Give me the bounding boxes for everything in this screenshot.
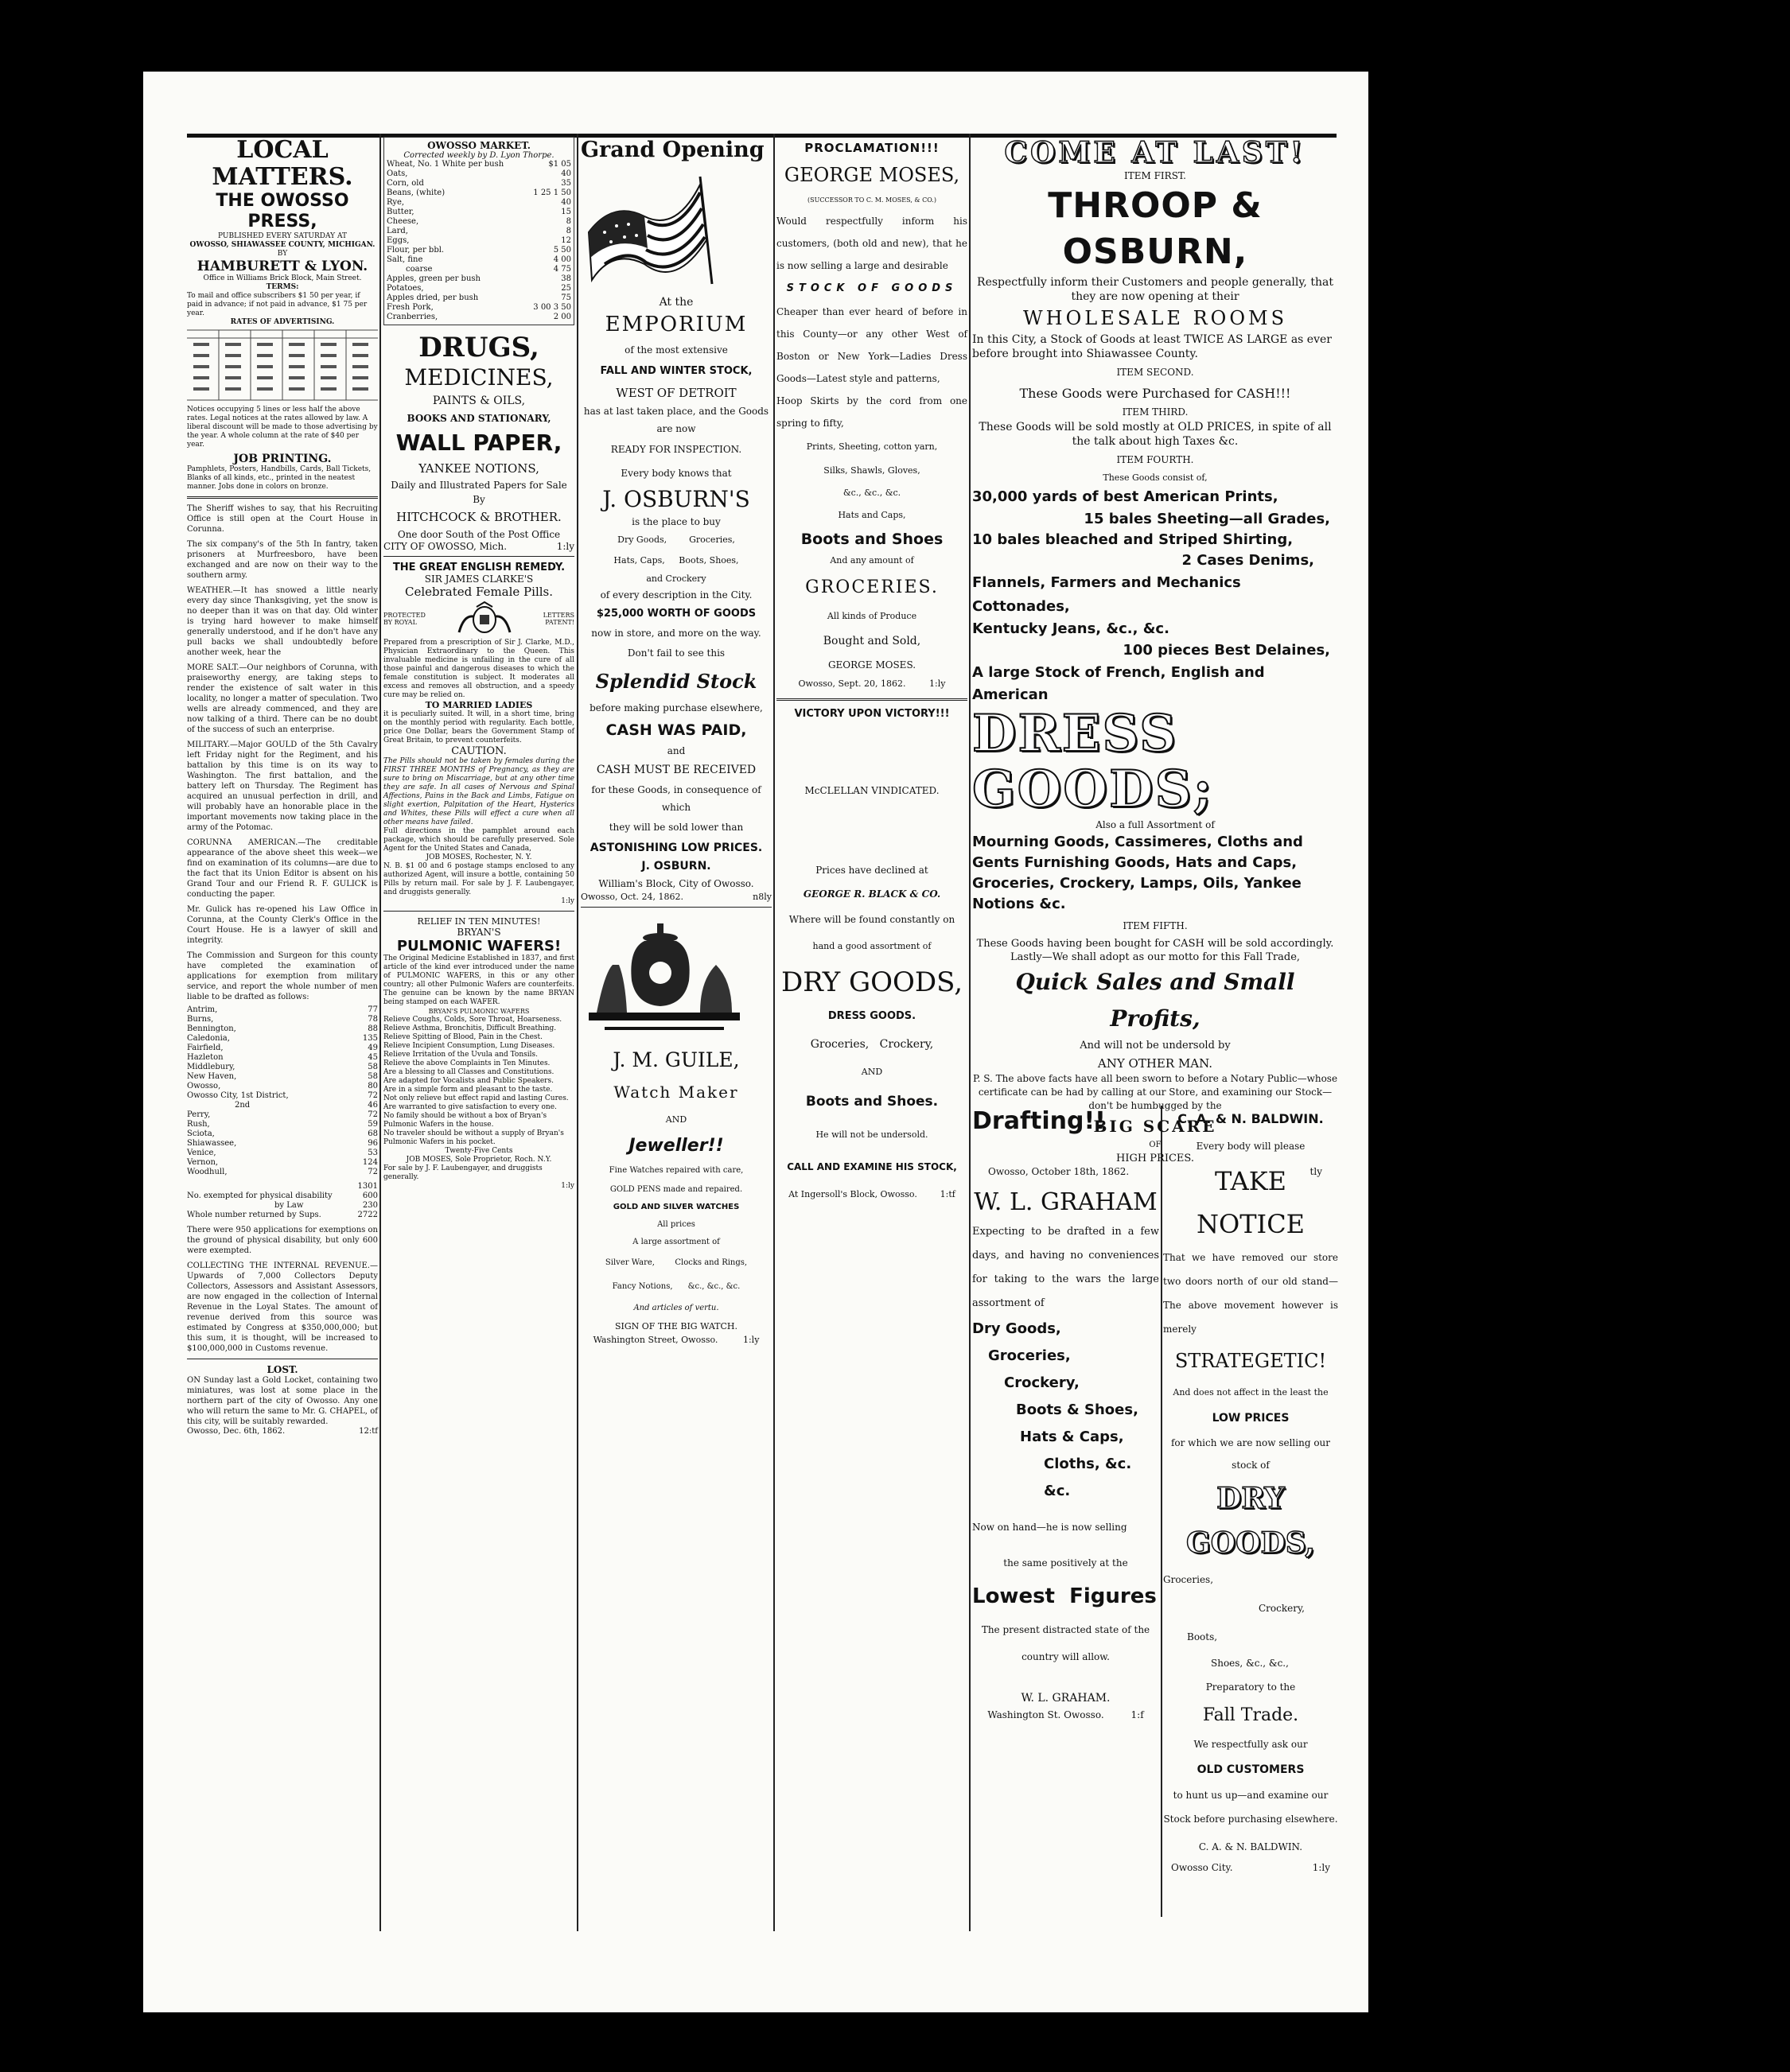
table-row: Rush, 59 [187, 1120, 378, 1129]
rates-heading: RATES OF ADVERTISING. [230, 318, 335, 326]
baldwin-text: That we have removed our store two doors north of our old stand—The above movement however is merely [1163, 1252, 1338, 1335]
drugs-heading: DRUGS, [418, 332, 539, 363]
wafers-item: Relieve Spitting of Blood, Pain in the Chest. [383, 1033, 543, 1041]
baldwin-text: for which we are now selling our stock of [1170, 1437, 1331, 1471]
table-row: Cheese, 8 [387, 217, 571, 226]
location-line: One door South of the Post Office [397, 529, 561, 540]
column-rule [1161, 1106, 1162, 1917]
throop-text: These Goods were Purchased for CASH!!! [1019, 386, 1291, 401]
black-text: Groceries, Crockery, [810, 1038, 934, 1051]
goods-line: Kentucky Jeans, &c., &c. [972, 620, 1169, 637]
flag-icon [581, 169, 740, 288]
guile-text: GOLD AND SILVER WATCHES [613, 1203, 740, 1211]
graham-goods: Dry Goods, [972, 1320, 1061, 1337]
by-line: BY [277, 250, 288, 258]
high-prices: HIGH PRICES. [1115, 1153, 1194, 1164]
guile-text: AND [665, 1114, 687, 1125]
osburn-name: J. OSBURN'S [602, 486, 750, 512]
paints-line: PAINTS & OILS, [432, 395, 526, 407]
goods-line: 2 Cases Denims, [1181, 552, 1314, 569]
moses-text: Hoop Skirts by the cord from one spring to fifty, [776, 395, 967, 429]
drafting-heading: Drafting!! [972, 1107, 1106, 1135]
call-and-examine: CALL AND EXAMINE HIS STOCK, [787, 1161, 957, 1172]
moses-successor: (SUCCESSOR TO C. M. MOSES, & CO.) [807, 196, 936, 204]
proclamation-heading: PROCLAMATION!!! [804, 141, 940, 155]
osburn-text: for these Goods, in consequence of which [591, 784, 761, 813]
dress-goods-line: DRESS GOODS. [827, 1010, 916, 1022]
table-row: No. exempted for physical disability 600 [187, 1191, 378, 1200]
local-item: MILITARY.—Major GOULD of the 5th Cavalry left Friday night for the Regiment, and his battalion by this time is on its way to Washington. The first battalion, and the battery left on Thursday. The Regiment has acquired an unusual perfection in drill, and will probably have an honorable place in the important movements now taking place in the army of the Potomac. [187, 741, 378, 832]
table-row: Eggs, 12 [387, 236, 571, 245]
table-row: Apples dried, per bush 75 [387, 294, 571, 302]
market-subheading: Corrected weekly by D. Lyon Thorpe. [403, 151, 555, 160]
moses-text: Would respectfully inform his customers, (both old and new), that he is now selling a large and desirable [776, 216, 967, 271]
graham-name: W. L. GRAHAM [974, 1188, 1158, 1216]
throop-text: P. S. The above facts have all been sworn to before a Notary Public—whose certificate can be had by calling at our Store, and examining our Stock—don't be humbugged by the [972, 1073, 1338, 1111]
watch-maker: Watch Maker [613, 1083, 739, 1102]
table-row: Caledonia, 135 [187, 1034, 378, 1043]
item-label: ITEM FOURTH. [1116, 454, 1194, 465]
lost-dateline: Owosso, Dec. 6th, 1862. 12:tf [187, 1427, 378, 1436]
table-row: Beans, (white) 1 25 1 50 [387, 189, 571, 197]
osburn-text: Every body knows that [621, 468, 732, 479]
wafers-item: Are in a simple form and pleasant to the taste. [383, 1086, 553, 1094]
job-printing-heading: JOB PRINTING. [233, 453, 332, 465]
local-item: CORUNNA AMERICAN.—The creditable appearance of the above sheet this week—we find on examination of its columns—are due to the fact that its Union Editor is absent on his Grand Tour and our Friend R. F. GULICK is conducting the paper. [187, 838, 378, 899]
mcclellan-vindicated: McCLELLAN VINDICATED. [804, 785, 940, 796]
osburn-goods: Hats, Caps, Boots, Shoes, [613, 555, 739, 566]
guile-text: Fine Watches repaired with care, [609, 1166, 744, 1175]
throop-text: And will not be undersold by [1080, 1040, 1231, 1052]
pills-sub: SIR JAMES CLARKE'S [424, 573, 534, 585]
moses-dateline: Owosso, Sept. 20, 1862. 1:ly [798, 678, 946, 689]
graham-goods: Boots & Shoes, [1016, 1401, 1138, 1418]
place-line: OWOSSO, SHIAWASSEE COUNTY, MICHIGAN. [189, 241, 376, 249]
baldwin-text: Every body will please [1196, 1141, 1306, 1152]
moses-text: &c., &c., &c. [842, 488, 901, 498]
table-row: Perry, 72 [187, 1110, 378, 1119]
divider [581, 907, 772, 908]
paper-name: THE OWOSSO PRESS, [216, 191, 349, 231]
graham-text: Now on hand—he is now selling [972, 1522, 1127, 1533]
baldwin-text: We respectfully ask our [1193, 1739, 1308, 1750]
table-row: Vernon, 124 [187, 1158, 378, 1167]
moses-signature: GEORGE MOSES. [827, 659, 916, 671]
goods-line: 10 bales bleached and Striped Shirting, [972, 531, 1294, 548]
table-row: Woodhull, 72 [187, 1168, 378, 1176]
table-row: Apples, green per bush 38 [387, 274, 571, 283]
market-heading: OWOSSO MARKET. [427, 140, 531, 151]
item-label: ITEM FIFTH. [1123, 920, 1188, 931]
wafers-item: Not only relieve but effect rapid and lasting Cures. [383, 1094, 569, 1102]
column-graham [972, 1106, 1159, 1917]
guile-name: J. M. GUILE, [613, 1048, 740, 1071]
advertising-notes: Notices occupying 5 lines or less half the above rates. Legal notices at the rates allowed by law. A liberal discount will be made to those advertising by the year. A whole column at the rate of $40 per year. [187, 406, 378, 449]
graham-goods: Groceries, [988, 1347, 1071, 1364]
moses-text: Prints, Sheeting, cotton yarn, [806, 441, 938, 452]
wafers-price: Twenty-Five Cents [445, 1147, 513, 1155]
lost-heading: LOST. [267, 1364, 298, 1375]
hitchcock-name: HITCHCOCK & BROTHER. [396, 510, 562, 524]
royal-arms-block: PROTECTED BY ROYAL LETTERS PATENT! [383, 599, 574, 639]
column-rule [773, 134, 775, 1931]
table-row: Owosso City, 1st District, 72 [187, 1091, 378, 1100]
moses-text: Hats and Caps, [838, 510, 906, 520]
table-row: Salt, fine 4 00 [387, 255, 571, 264]
wafers-sale: For sale by J. F. Laubengayer, and druggists generally. [383, 1164, 543, 1181]
osburn-address: William's Block, City of Owosso. [598, 878, 754, 889]
wafers-brand: BRYAN'S [457, 927, 501, 938]
osburn-text: READY FOR INSPECTION. [610, 444, 742, 455]
goods-line: 100 pieces Best Delaines, [1123, 642, 1330, 659]
cash-was-paid: CASH WAS PAID, [605, 721, 747, 739]
osburn-goods: and Crockery [646, 573, 706, 584]
osburn-text: of every description in the City. [600, 589, 753, 601]
wafers-item: Relieve the above Complaints in Ten Minutes. [383, 1059, 551, 1067]
pills-text: it is peculiarly suited. It will, in a short time, bring on the monthly period with regularity. Each bottle, price One Dollar, bears the Government Stamp of Great Britain, to prevent counterfeits. [383, 710, 574, 744]
table-row: Potatoes, 25 [387, 284, 571, 293]
take-notice-heading: TAKE NOTICE [1196, 1166, 1306, 1239]
wafers-item: Relieve Coughs, Colds, Sore Throat, Hoarseness. [383, 1016, 562, 1024]
baldwin-name: C. A. & N. BALDWIN. [1177, 1111, 1324, 1126]
baldwin-text: Groceries, [1163, 1574, 1214, 1585]
goods-line: 30,000 yards of best American Prints, [972, 488, 1278, 505]
guile-text: Fancy Notions, &c., &c., &c. [612, 1282, 741, 1291]
moses-text: And any amount of [830, 555, 914, 566]
books-line: BOOKS AND STATIONARY, [407, 413, 551, 424]
moses-text: All kinds of Produce [827, 611, 917, 621]
column-osburn [581, 137, 772, 1887]
office-line: Office in Williams Brick Block, Main Street. [203, 274, 362, 282]
wafers-item: Are a blessing to all Classes and Constitutions. [383, 1068, 555, 1076]
black-text: hand a good assortment of [812, 941, 932, 951]
wafers-relief: RELIEF IN TEN MINUTES! [417, 916, 541, 927]
local-item: There were 950 applications for exemptions on the ground of physical disability, but only 600 were exempted. [187, 1226, 378, 1255]
osburn-text: At the [659, 296, 694, 309]
dress-goods-heading: DRESS GOODS; [972, 704, 1214, 819]
table-row: Fairfield, 49 [187, 1044, 378, 1052]
baldwin-text: And does not affect in the least the [1173, 1387, 1329, 1398]
stock-of-goods: STOCK OF GOODS [786, 282, 958, 294]
osburn-text: before making purchase elsewhere, [590, 702, 763, 713]
local-item: COLLECTING THE INTERNAL REVENUE.—Upwards of 7,000 Collectors Deputy Collectors, Assessors and Assistant Assessors, are now engaged in the collection of Internal Revenue in the Loyal States. The amount of revenue derived from this source was estimated by Congress at $350,000,000; but this sum, it is thought, will be increased to $100,000,000 in Customs revenue. [187, 1261, 378, 1353]
graham-goods: Crockery, [1004, 1374, 1080, 1391]
black-text: Prices have declined at [815, 865, 928, 876]
pills-mark: 1:ly [561, 897, 574, 905]
old-customers: OLD CUSTOMERS [1197, 1763, 1305, 1776]
guile-text: Silver Ware, Clocks and Rings, [605, 1258, 748, 1267]
osburn-signature: J. OSBURN. [641, 860, 711, 873]
throop-text: OF [1149, 1141, 1162, 1149]
divider [383, 556, 574, 557]
grand-opening-heading: Grand Opening [581, 138, 765, 162]
goods-line: A large Stock of French, English and American [972, 664, 1265, 703]
moses-text: Silks, Shawls, Gloves, [823, 465, 920, 476]
osburn-text: has at last taken place, and the Goods are now [583, 406, 769, 434]
moses-text: Cheaper than ever heard of before in this County—or any other West of Boston or New York—Ladies Dress Goods—Latest style and patterns, [776, 306, 967, 384]
graham-text: Expecting to be drafted in a few days, and having no conveniences for taking to the wars the large assortment of [972, 1226, 1159, 1309]
throop-text: These Goods consist of, [1103, 472, 1208, 483]
royal-arms-icon [453, 601, 516, 637]
guile-text: A large assortment of [632, 1238, 720, 1246]
splendid-stock: Splendid Stock [595, 670, 757, 693]
wafers-agent: JOB MOSES, Sole Proprietor, Roch. N.Y. [406, 1156, 552, 1164]
table-row: Butter, 15 [387, 208, 571, 216]
caution-heading: CAUTION. [451, 745, 507, 757]
wafers-item: Relieve Asthma, Bronchitis, Difficult Breathing. [383, 1024, 557, 1032]
pills-text: Full directions in the pamphlet around each package, which should be carefully preserved. Sole Agent for the United States and Canada, [383, 827, 574, 853]
graham-address: Washington St. Owosso. 1:f [987, 1709, 1144, 1720]
throop-text: These Goods will be sold mostly at OLD PRICES, in spite of all the talk about high Taxes &c. [979, 421, 1332, 448]
table-row: Rye, 40 [387, 198, 571, 207]
guile-text: SIGN OF THE BIG WATCH. [614, 1321, 738, 1331]
moses-name: GEORGE MOSES, [784, 164, 960, 186]
job-printing-text: Pamphlets, Posters, Handbills, Cards, Ball Tickets, Blanks of all kinds, etc., printed in the neatest manner. Jobs done in colors on bronze. [187, 465, 372, 491]
table-row: Lard, 8 [387, 227, 571, 235]
table-row: Cranberries, 2 00 [387, 313, 571, 321]
goods-line: Flannels, Farmers and Mechanics Cottonades, [972, 574, 1241, 615]
throop-text: In this City, a Stock of Goods at least TWICE AS LARGE as ever before brought into Shiawassee County. [972, 333, 1332, 360]
black-text: He will not be undersold. [815, 1129, 928, 1140]
table-row: Middlebury, 58 [187, 1063, 378, 1071]
market-box [383, 137, 574, 325]
come-at-last-heading: COME AT LAST! [1004, 136, 1306, 169]
silverware-illustration [581, 917, 748, 1036]
victory-heading: VICTORY UPON VICTORY!!! [794, 708, 950, 720]
guile-text: GOLD PENS made and repaired. [609, 1185, 743, 1194]
married-ladies-heading: TO MARRIED LADIES [425, 700, 533, 710]
emporium-heading: EMPORIUM [605, 313, 748, 336]
local-item: The Commission and Surgeon for this county have completed the examination of applications for exemption from military service, and report the whole number of men liable to be drafted as follows: [187, 951, 378, 1001]
wafers-mark: 1:ly [561, 1182, 574, 1190]
pills-text: N. B. $1 00 and 6 postage stamps enclosed to any authorized Agent, will insure a bottle, containing 50 Pills by return mail. For sale by J. F. Laubengayer, and druggists generally. [383, 862, 574, 896]
baldwin-text: Boots, [1187, 1631, 1218, 1642]
wall-paper-heading: WALL PAPER, [395, 430, 562, 456]
baldwin-text: to hunt us up—and examine our Stock before purchasing elsewhere. [1163, 1790, 1338, 1825]
table-row: Burns, 78 [187, 1015, 378, 1024]
pills-text: The Pills should not be taken by females during the FIRST THREE MONTHS of Pregnancy, as they are sure to bring on Miscarriage, but at any other time they are safe. In all cases of Nervous and Spinal Affections, Pains in the Back and Limbs, Fatigue on slight exertion, Palpitation of the Heart, Hysterics and Whites, these Pills will effect a cure when all other means have failed. [383, 757, 574, 826]
wafers-title: PULMONIC WAFERS! [396, 938, 562, 954]
published-line: PUBLISHED EVERY SATURDAY AT [218, 232, 347, 240]
local-item: WEATHER.—It has snowed a little nearly every day since Thanksgiving, yet the snow is no deeper than it was on that day. Old winter is trying hard however to make himself generally understood, and if he don't have any pull backs we shall undoubtedly before another week, hear the [187, 586, 378, 657]
table-row: Antrim, 77 [187, 1005, 378, 1014]
guile-text: And articles of vertu. [633, 1304, 719, 1312]
osburn-text: Don't fail to see this [627, 647, 726, 659]
baldwin-text: Preparatory to the [1205, 1681, 1296, 1693]
local-item: The Sheriff wishes to say, that his Recruiting Office is still open at the Court House in Corunna. [187, 504, 378, 534]
dry-goods-baldwin: DRY GOODS, [1186, 1482, 1315, 1560]
black-address: At Ingersoll's Block, Owosso. 1:tf [788, 1189, 955, 1199]
black-text: AND [861, 1067, 883, 1077]
item-label: ITEM SECOND. [1116, 367, 1194, 378]
table-row: Hazleton 45 [187, 1053, 378, 1062]
terms-text: To mail and office subscribers $1 50 per year, if paid in advance; if not paid in advance, $1 75 per year. [187, 292, 368, 317]
table-row: Venice, 53 [187, 1149, 378, 1157]
guile-address: Washington Street, Owosso. 1:ly [593, 1335, 760, 1345]
item-label: ITEM FIRST. [1124, 170, 1186, 181]
column-local-matters [187, 137, 378, 1942]
table-row: by Law 230 [274, 1201, 378, 1210]
baldwin-text: Shoes, &c., &c., [1211, 1658, 1289, 1669]
throop-text: Also a full Assortment of [1095, 819, 1215, 830]
wafers-text: No traveler should be without a supply of Bryan's Pulmonic Wafers in his pocket. [383, 1129, 564, 1146]
table-row: Whole number returned by Sups. 2722 [187, 1211, 378, 1219]
divider [187, 496, 378, 499]
draft-table [187, 1005, 378, 1220]
osburn-text: now in store, and more on the way. [591, 628, 761, 639]
throop-osburn-name: THROOP & OSBURN, [1048, 185, 1263, 272]
lost-text: ON Sunday last a Gold Locket, containing two miniatures, was lost at some place in the northern part of the city of Owosso. Any one who will return the same to Mr. G. CHAPEL, of this city, will be suitably rewarded. [187, 1376, 378, 1426]
wafers-item: Are adapted for Vocalists and Public Speakers. [383, 1077, 554, 1085]
column-market-drugs [383, 137, 574, 1895]
baldwin-text: Crockery, [1259, 1603, 1305, 1614]
dry-goods-heading: DRY GOODS, [780, 966, 963, 998]
divider [383, 911, 574, 912]
papers-line: Daily and Illustrated Papers for Sale By [391, 480, 567, 505]
guile-text: All prices [657, 1220, 695, 1229]
moses-text: Bought and Sold, [823, 635, 921, 647]
black-name: GEORGE R. BLACK & CO. [803, 888, 941, 900]
wafers-item: Relieve Incipient Consumption, Lung Diseases. [383, 1042, 555, 1050]
local-item: Mr. Gulick has re-opened his Law Office in Corunna, at the County Clerk's Office in the Court House. He is a lawyer of skill and integrity. [187, 905, 378, 945]
fall-winter-stock: FALL AND WINTER STOCK, [600, 365, 753, 377]
medicines-heading: MEDICINES, [404, 364, 554, 391]
osburn-text: and [667, 745, 686, 756]
table-row: coarse 4 75 [406, 265, 571, 274]
throop-text: These Goods having been bought for CASH will be sold accordingly. Lastly—We shall adopt as our motto for this Fall Trade, [976, 938, 1334, 963]
pills-title: Celebrated Female Pills. [404, 585, 554, 599]
astonishing-low-prices: ASTONISHING LOW PRICES. [590, 842, 763, 854]
fall-trade-heading: Fall Trade. [1202, 1705, 1299, 1725]
boots-and-shoes-black: Boots and Shoes. [805, 1094, 939, 1110]
table-row: Shiawassee, 96 [187, 1139, 378, 1148]
yankee-notions-line: YANKEE NOTIONS, [418, 461, 539, 476]
big-scare: BIG SCARE [1093, 1117, 1217, 1136]
table-row: New Haven, 58 [187, 1072, 378, 1081]
low-prices: LOW PRICES [1212, 1412, 1290, 1425]
wafers-intro: The Original Medicine Established in 1837, and first article of the kind ever introduced under the name of PULMONIC WAFERS, in this or any other country; all other Pulmonic Wafers are counterfeits. The genuine can be known by the name BRYAN being stamped on each WAFER. [383, 954, 574, 1006]
osburn-dateline: Owosso, Oct. 24, 1862. n8ly [581, 892, 772, 902]
rates-table-graphic [187, 327, 378, 402]
terms-heading: TERMS: [266, 283, 299, 291]
table-row: Flour, per bbl. 5 50 [387, 246, 571, 255]
throop-text: ANY OTHER MAN. [1097, 1056, 1213, 1071]
graham-goods: Cloths, &c. &c. [1044, 1456, 1132, 1499]
wafers-item: Are warranted to give satisfaction to every one. [383, 1103, 557, 1111]
wafers-item-head: BRYAN'S PULMONIC WAFERS [428, 1008, 530, 1015]
cash-must-be-received: CASH MUST BE RECEIVED [596, 764, 757, 776]
pills-heading: THE GREAT ENGLISH REMEDY. [392, 562, 566, 573]
osburn-goods: Dry Goods, Groceries, [617, 535, 735, 545]
graham-goods: Hats & Caps, [1020, 1429, 1124, 1445]
strategetic-heading: STRATEGETIC! [1174, 1350, 1327, 1372]
table-row: 1301 [357, 1182, 378, 1191]
baldwin-dateline: Owosso City. 1:ly [1171, 1862, 1330, 1873]
pills-text: Prepared from a prescription of Sir J. Clarke, M.D., Physician Extraordinary to the Queen. This invaluable medicine is unfailing in the cure of all those painful and dangerous diseases to which the female constitution is subject. It moderates all excess and removes all obstruction, and a speedy cure may be relied on. [383, 639, 574, 699]
table-row: Fresh Pork, 3 00 3 50 [387, 303, 571, 312]
quick-sales-motto: Quick Sales and Small Profits, [1015, 969, 1295, 1032]
graham-text: The present distracted state of the country will allow. [981, 1624, 1150, 1662]
wafers-text: No family should be without a box of Bryan's Pulmonic Wafers in the house. [383, 1112, 547, 1129]
wafers-item: Relieve Irritation of the Uvula and Tonsils. [383, 1051, 538, 1059]
west-of-detroit: WEST OF DETROIT [616, 386, 737, 400]
wholesale-rooms: WHOLESALE ROOMS [1022, 307, 1288, 329]
worth-of-goods: $25,000 WORTH OF GOODS [596, 608, 757, 620]
local-item: MORE SALT.—Our neighbors of Corunna, with praiseworthy energy, are taking steps to render the existence of salt water in this locality, no longer a matter of speculation. Two wells are already commenced, and they are now talking of a third. There can be no doubt of the success of such an enterprise. [187, 663, 378, 734]
jeweller-heading: Jeweller!! [628, 1136, 724, 1156]
local-item: The six company's of the 5th In fantry, taken prisoners at Murfreesboro, have been exchanged and are now on their way to the southern army. [187, 540, 378, 580]
section-title: LOCAL MATTERS. [212, 136, 353, 191]
column-rule [379, 134, 381, 1931]
column-moses-black [776, 137, 967, 1887]
lowest-figures: Lowest Figures [972, 1584, 1157, 1608]
graham-text: the same positively at the [1003, 1557, 1128, 1569]
table-row: Oats, 40 [387, 169, 571, 178]
osburn-text: is the place to buy [632, 516, 721, 527]
groceries-heading: GROCERIES. [805, 577, 939, 597]
goods-line: 15 bales Sheeting—all Grades, [1084, 511, 1330, 527]
black-text: Where will be found constantly on [788, 914, 955, 925]
column-baldwin [1163, 1106, 1338, 1917]
column-rule [969, 134, 971, 1931]
table-row: 2nd 46 [235, 1101, 378, 1110]
publishers: HAMBURETT & LYON. [197, 259, 368, 274]
osburn-text: of the most extensive [625, 344, 728, 356]
item-label: ITEM THIRD. [1122, 406, 1189, 418]
table-row: Owosso, 80 [187, 1082, 378, 1090]
throop-dateline: Owosso, October 18th, 1862. tly [988, 1166, 1322, 1177]
pills-agent: JOB MOSES, Rochester, N. Y. [426, 853, 532, 861]
goods-line: Mourning Goods, Cassimeres, Cloths and Gents Furnishing Goods, Hats and Caps, Groceries, Crockery, Lamps, Oils, Yankee Notions &c. [972, 834, 1303, 912]
baldwin-signature: C. A. & N. BALDWIN. [1198, 1841, 1303, 1852]
osburn-text: they will be sold lower than [609, 822, 744, 833]
table-row: Bennington, 88 [187, 1024, 378, 1033]
throop-text: Respectfully inform their Customers and people generally, that they are now opening at their [977, 276, 1333, 303]
table-row: Wheat, No. 1 White per bush $1 05 [387, 160, 571, 169]
table-row: Sciota, 68 [187, 1129, 378, 1138]
table-row: Corn, old 35 [387, 179, 571, 188]
drugs-dateline: CITY OF OWOSSO, Mich. 1:ly [383, 541, 574, 552]
divider [776, 698, 967, 701]
graham-signature: W. L. GRAHAM. [1021, 1692, 1111, 1705]
column-rule [577, 134, 578, 1931]
boots-and-shoes: Boots and Shoes [800, 531, 944, 548]
